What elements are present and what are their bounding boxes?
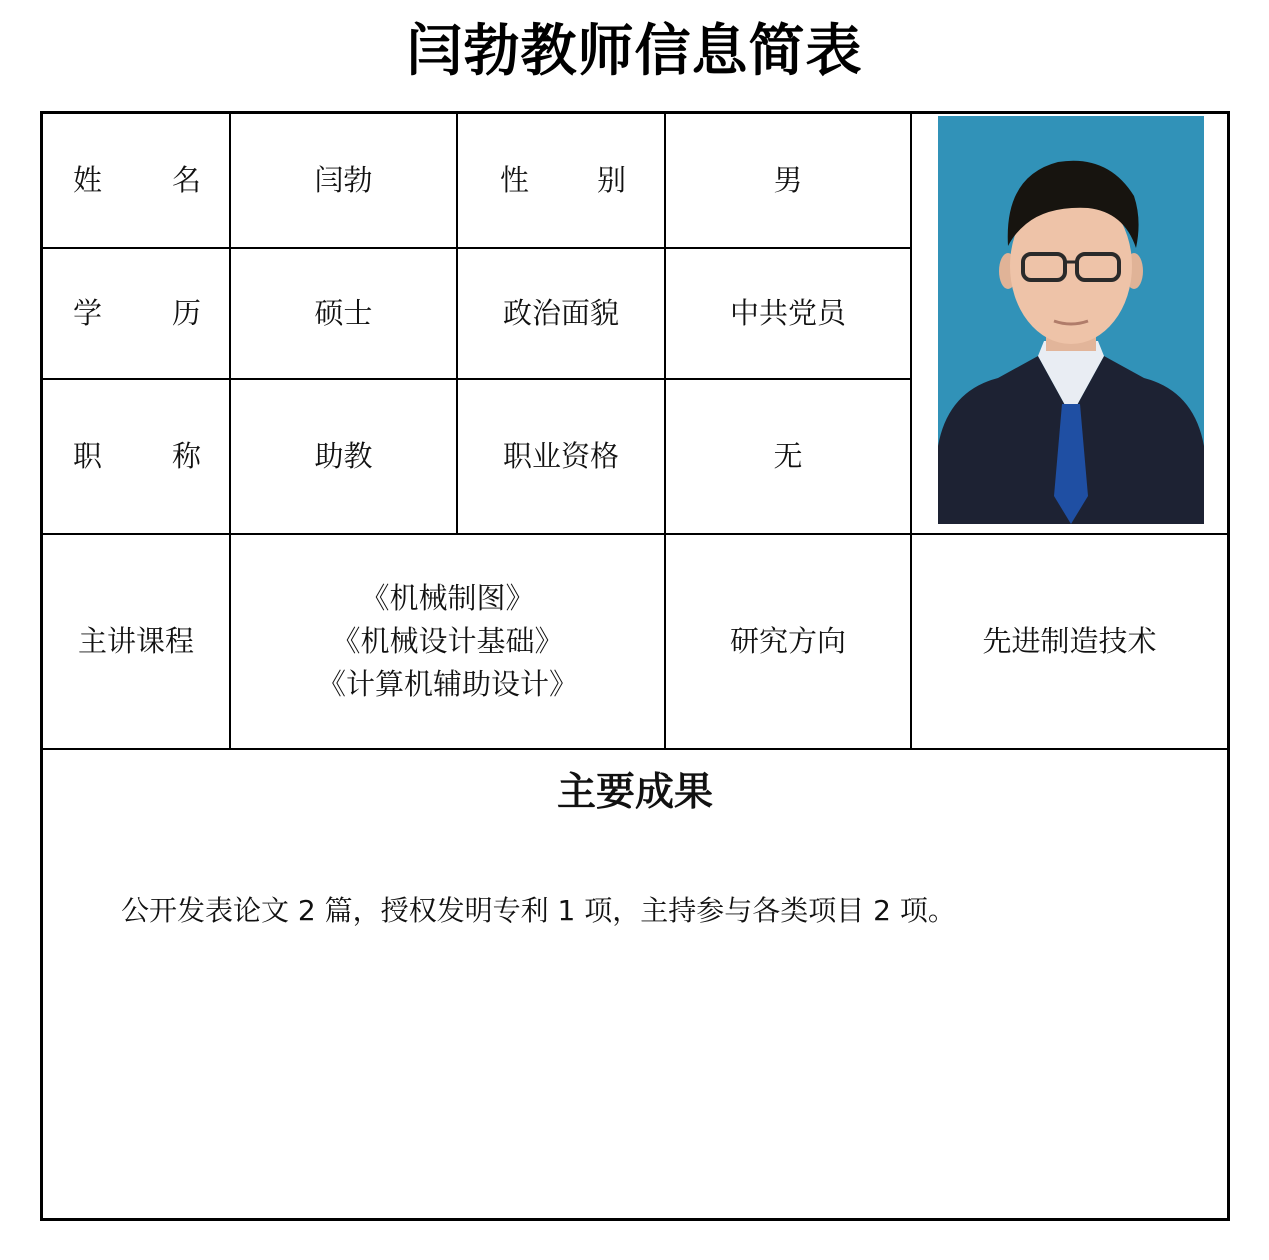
job-title-value: 助教: [314, 439, 373, 473]
person-portrait-icon: [938, 116, 1204, 524]
teacher-info-table: [40, 111, 1230, 1221]
gender-value: 男: [773, 163, 803, 197]
courses-label: 主讲课程: [77, 624, 194, 658]
gender-label: 性 别: [500, 163, 626, 197]
qualification-label: 职业资格: [502, 439, 619, 473]
research-value: 先进制造技术: [982, 624, 1157, 658]
political-status-value: 中共党员: [729, 296, 846, 330]
course-list: [317, 577, 578, 706]
courses-value: [231, 535, 664, 748]
achievements-text: 公开发表论文 2 篇，授权发明专利 1 项，主持参与各类项目 2 项。: [121, 894, 956, 927]
job-title-label: 职 称: [73, 439, 201, 473]
course-item: 《机械设计基础》: [331, 624, 564, 658]
education-value: 硕士: [314, 296, 373, 330]
name-label: 姓 名: [73, 163, 201, 197]
portrait-photo: [938, 116, 1204, 524]
course-item: 《计算机辅助设计》: [316, 667, 578, 701]
education-label: 学 历: [73, 296, 201, 330]
research-label: 研究方向: [729, 624, 846, 658]
achievements-title: 主要成果: [556, 769, 713, 815]
political-status-label: 政治面貌: [502, 296, 619, 330]
name-value: 闫勃: [314, 163, 373, 197]
grid-line: [43, 748, 1227, 750]
qualification-value: 无: [773, 439, 803, 473]
page-title: 闫勃教师信息简表: [406, 19, 863, 84]
course-item: 《机械制图》: [360, 581, 535, 615]
